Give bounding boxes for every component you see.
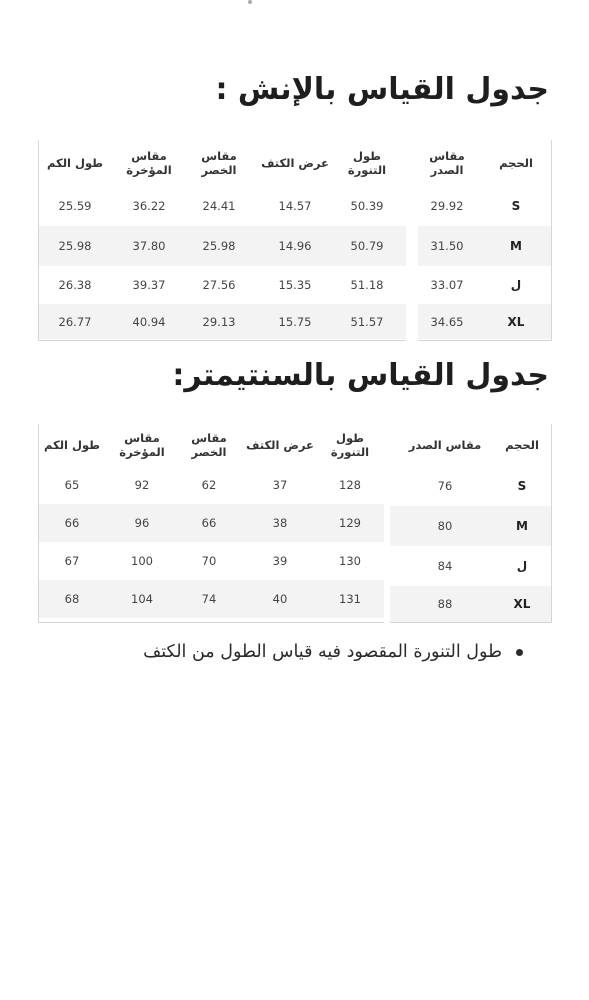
cell-size: M bbox=[510, 239, 522, 253]
header-hip: مقاس المؤخرة bbox=[126, 149, 172, 177]
cell-chest: 31.50 bbox=[430, 239, 464, 253]
cell-sleeve: 26.77 bbox=[58, 314, 92, 329]
cell-sleeve: 66 bbox=[64, 516, 80, 530]
header-size: الحجم bbox=[505, 438, 539, 452]
cell-hip: 92 bbox=[134, 478, 150, 492]
cell-shoulder: 14.96 bbox=[278, 239, 312, 253]
table-row bbox=[418, 186, 551, 226]
cell-size: S bbox=[517, 479, 527, 493]
note-list-item bbox=[143, 642, 523, 662]
cell-size: M bbox=[516, 519, 528, 533]
bullet-dot-icon bbox=[516, 649, 523, 656]
cell-shoulder: 40 bbox=[272, 592, 288, 606]
cell-shoulder: 37 bbox=[272, 478, 288, 492]
table-row bbox=[418, 304, 551, 339]
cell-waist: 66 bbox=[201, 516, 217, 530]
cell-sleeve: 25.59 bbox=[58, 199, 92, 213]
cell-size: ل bbox=[510, 278, 522, 292]
cell-chest: 88 bbox=[437, 597, 453, 611]
cell-shoulder: 15.35 bbox=[278, 278, 312, 292]
cell-waist: 62 bbox=[201, 478, 217, 492]
cm-measure-panel bbox=[38, 424, 384, 623]
table-row bbox=[390, 466, 551, 506]
cell-hip: 37.80 bbox=[132, 239, 166, 253]
cell-sleeve: 26.38 bbox=[58, 278, 92, 292]
cell-sleeve: 67 bbox=[64, 554, 80, 568]
table-row bbox=[390, 506, 551, 546]
header-waist: مقاس الخصر bbox=[191, 431, 227, 459]
table-row bbox=[39, 580, 384, 618]
cell-chest: 80 bbox=[437, 519, 453, 533]
cell-shoulder: 15.75 bbox=[278, 314, 312, 329]
cell-hip: 36.22 bbox=[132, 199, 166, 213]
cell-chest: 33.07 bbox=[430, 278, 464, 292]
cell-skirt: 50.79 bbox=[350, 239, 384, 253]
cell-waist: 74 bbox=[201, 592, 217, 606]
cell-sleeve: 25.98 bbox=[58, 239, 92, 253]
cell-waist: 29.13 bbox=[202, 314, 236, 329]
inch-size-panel bbox=[418, 140, 552, 341]
table-row bbox=[39, 186, 406, 226]
cell-waist: 27.56 bbox=[202, 278, 236, 292]
cell-skirt: 129 bbox=[339, 516, 361, 530]
cell-size: XL bbox=[513, 597, 531, 611]
table-row bbox=[39, 266, 406, 304]
table-row bbox=[39, 304, 406, 339]
cell-skirt: 51.18 bbox=[350, 278, 384, 292]
cell-skirt: 130 bbox=[339, 554, 361, 568]
header-waist: مقاس الخصر bbox=[201, 149, 237, 177]
cell-shoulder: 39 bbox=[272, 554, 288, 568]
cell-skirt: 50.39 bbox=[350, 199, 384, 213]
header-shoulder: عرض الكتف bbox=[246, 438, 314, 452]
inch-size-table bbox=[38, 140, 551, 340]
cell-waist: 70 bbox=[201, 554, 217, 568]
cell-waist: 24.41 bbox=[202, 199, 236, 213]
table-row bbox=[390, 546, 551, 586]
header-chest: مقاس الصدر bbox=[408, 438, 482, 452]
cell-waist: 25.98 bbox=[202, 239, 236, 253]
table-row bbox=[39, 504, 384, 542]
cell-shoulder: 38 bbox=[272, 516, 288, 530]
cell-sleeve: 65 bbox=[64, 478, 80, 492]
header-skirt: طول التنورة bbox=[330, 431, 370, 459]
header-chest: مقاس الصدر bbox=[429, 149, 465, 177]
cell-hip: 100 bbox=[131, 554, 153, 568]
table-row bbox=[390, 586, 551, 622]
table-row bbox=[39, 466, 384, 504]
table-row bbox=[39, 542, 384, 580]
cm-size-panel bbox=[390, 424, 552, 623]
cell-chest: 29.92 bbox=[430, 199, 464, 213]
cell-skirt: 128 bbox=[339, 478, 361, 492]
cell-hip: 40.94 bbox=[132, 314, 166, 329]
inch-header-row-right bbox=[418, 140, 551, 186]
cell-size: ل bbox=[516, 559, 528, 573]
cell-size: XL bbox=[507, 314, 525, 329]
table-row bbox=[418, 266, 551, 304]
note-text: طول التنورة المقصود فيه قياس الطول من الكتف bbox=[143, 642, 502, 662]
header-skirt: طول التنورة bbox=[347, 149, 387, 177]
cell-size: S bbox=[511, 199, 521, 213]
top-mark bbox=[248, 0, 252, 4]
inch-measure-panel bbox=[38, 140, 406, 341]
header-shoulder: عرض الكتف bbox=[261, 156, 329, 170]
cell-chest: 34.65 bbox=[430, 314, 464, 329]
inch-header-row bbox=[39, 140, 406, 186]
cell-skirt: 51.57 bbox=[350, 314, 384, 329]
header-sleeve: طول الكم bbox=[47, 156, 103, 170]
cell-chest: 84 bbox=[437, 559, 453, 573]
cell-hip: 39.37 bbox=[132, 278, 166, 292]
cm-header-row-right bbox=[390, 424, 551, 466]
table-row bbox=[418, 226, 551, 266]
header-hip: مقاس المؤخرة bbox=[119, 431, 165, 459]
cm-size-table bbox=[38, 424, 551, 622]
table-row bbox=[39, 226, 406, 266]
cell-hip: 104 bbox=[131, 592, 153, 606]
header-sleeve: طول الكم bbox=[44, 438, 100, 452]
cell-shoulder: 14.57 bbox=[278, 199, 312, 213]
cm-table-title: جدول القياس بالسنتيمتر: bbox=[172, 358, 549, 393]
inch-table-title: جدول القياس بالإنش : bbox=[215, 72, 549, 107]
cm-header-row bbox=[39, 424, 384, 466]
cell-sleeve: 68 bbox=[64, 592, 80, 606]
cell-hip: 96 bbox=[134, 516, 150, 530]
cell-chest: 76 bbox=[437, 479, 453, 493]
cell-skirt: 131 bbox=[339, 592, 361, 606]
header-size: الحجم bbox=[499, 156, 533, 170]
